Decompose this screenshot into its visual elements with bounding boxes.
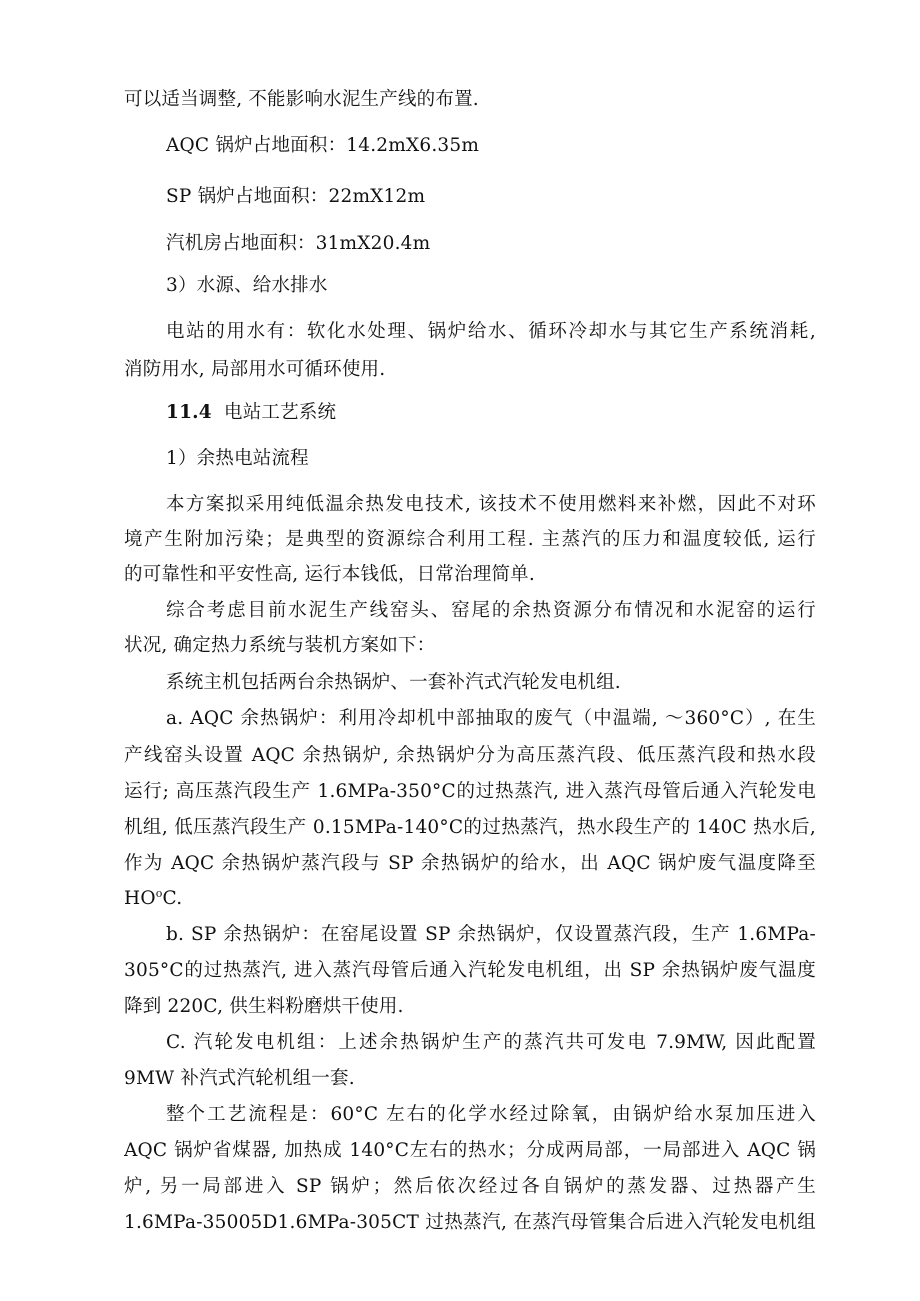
- process-para-line-1: 本方案拟采用纯低温余热发电技术, 该技术不使用燃料来补燃，因此不对环: [166, 494, 816, 515]
- flow-para-line-1: 整个工艺流程是：60°C 左右的化学水经过除氧，由锅炉给水泵加压进入: [166, 1104, 816, 1125]
- sp-para-line-3: 降到 220C, 供生料粉磨烘干使用.: [124, 996, 404, 1017]
- aqc-para-line-1: a. AQC 余热锅炉：利用冷却机中部抽取的废气（中温端, ～360°C）, 在生: [166, 708, 816, 729]
- subsection-heading: 1）余热电站流程: [166, 448, 309, 469]
- water-use-line-2: 消防用水, 局部用水可循环使用.: [124, 359, 386, 380]
- section-title: 电站工艺系统: [224, 402, 337, 423]
- aqc-para-line-6: [124, 887, 182, 911]
- section-number: 11.4: [166, 402, 212, 423]
- overview-para-line-2: 状况, 确定热力系统与装机方案如下：: [124, 635, 436, 656]
- flow-para-line-4: 1.6MPa-35005D1.6MPa-305CT 过热蒸汽, 在蒸汽母管集合后进入汽轮发电机组: [124, 1212, 816, 1233]
- turbine-para-line-2: 9MW 补汽式汽轮机组一套.: [124, 1068, 355, 1089]
- aqc-boiler-area-line: AQC 锅炉占地面积：14.2mX6.35m: [166, 135, 480, 156]
- ho-text: HO: [124, 888, 156, 909]
- flow-para-line-3: 炉, 另一局部进入 SP 锅炉；然后依次经过各自锅炉的蒸发器、过热器产生: [124, 1176, 816, 1197]
- aqc-para-line-3: 运行; 高压蒸汽段生产 1.6MPa-350°C的过热蒸汽, 进入蒸汽母管后通入汽轮发电: [124, 781, 816, 802]
- water-use-line-1: 电站的用水有：软化水处理、锅炉给水、循环冷却水与其它生产系统消耗,: [166, 321, 816, 342]
- turbine-house-area-line: 汽机房占地面积：31mX20.4m: [166, 233, 431, 254]
- celsius-text: C.: [162, 888, 183, 909]
- water-supply-heading: 3）水源、给水排水: [166, 275, 328, 296]
- flow-para-line-2: AQC 锅炉省煤器, 加热成 140°C左右的热水；分成两局部，一局部进入 AQC 锅: [124, 1140, 816, 1161]
- aqc-para-line-2: 产线窑头设置 AQC 余热锅炉, 余热锅炉分为高压蒸汽段、低压蒸汽段和热水段: [124, 745, 816, 766]
- process-para-line-2: 境产生附加污染；是典型的资源综合利用工程. 主蒸汽的压力和温度较低, 运行: [124, 529, 816, 550]
- sp-boiler-area-line: SP 锅炉占地面积：22mX12m: [166, 186, 426, 207]
- paragraph-line-1: 可以适当调整, 不能影响水泥生产线的布置.: [124, 89, 479, 110]
- sp-para-line-1: b. SP 余热锅炉：在窑尾设置 SP 余热锅炉，仅设置蒸汽段，生产 1.6MPa-: [166, 924, 816, 945]
- degree-superscript: o: [155, 886, 163, 900]
- aqc-para-line-5: 作为 AQC 余热锅炉蒸汽段与 SP 余热锅炉的给水，出 AQC 锅炉废气温度降至: [124, 853, 816, 874]
- aqc-para-line-4: 机组, 低压蒸汽段生产 0.15MPa-140°C的过热蒸汽，热水段生产的 140C 热水后,: [124, 817, 816, 838]
- overview-para-line-1: 综合考虑目前水泥生产线窑头、窑尾的余热资源分布情况和水泥窑的运行: [166, 600, 816, 621]
- system-main-line: 系统主机包括两台余热锅炉、一套补汽式汽轮发电机组.: [166, 672, 621, 693]
- process-para-line-3: 的可靠性和平安性高, 运行本钱低，日常治理简单.: [124, 564, 535, 585]
- turbine-para-line-1: C. 汽轮发电机组：上述余热锅炉生产的蒸汽共可发电 7.9MW, 因此配置: [166, 1032, 816, 1053]
- section-heading: [166, 401, 336, 425]
- sp-para-line-2: 305°C的过热蒸汽, 进入蒸汽母管后通入汽轮发电机组，出 SP 余热锅炉废气温度: [124, 960, 816, 981]
